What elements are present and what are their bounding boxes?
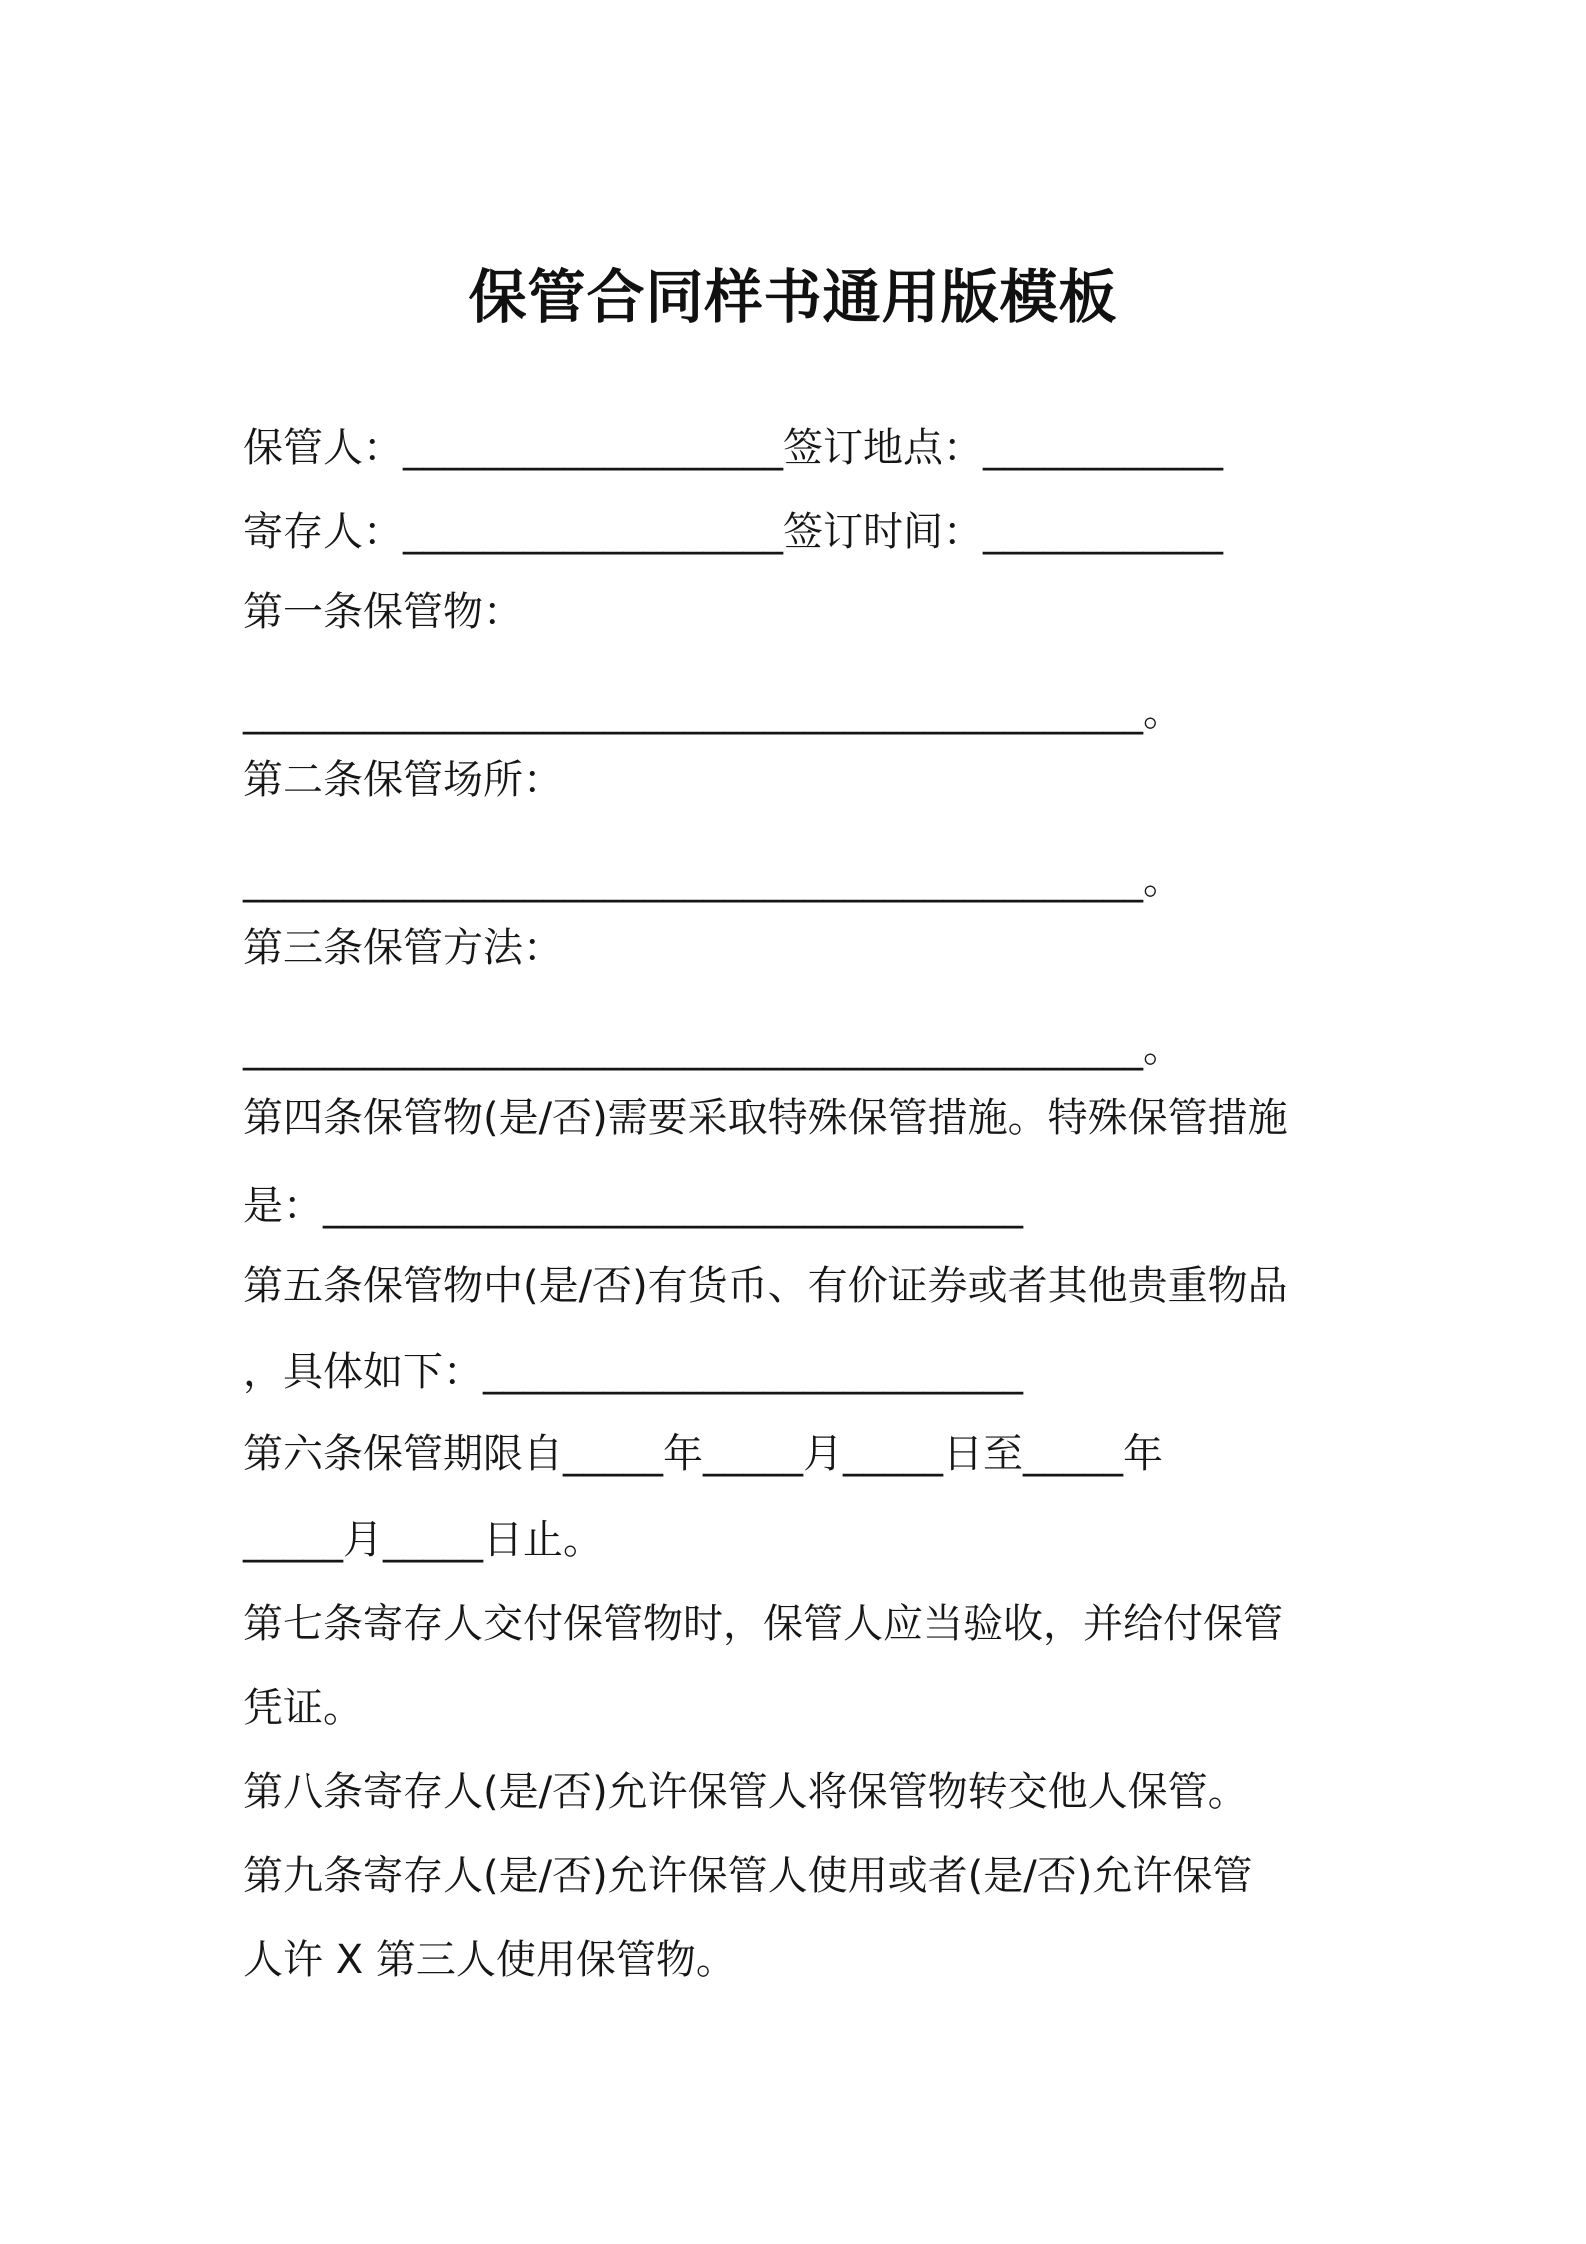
article-9-line-2: 人许 X 第三人使用保管物。 xyxy=(243,1937,736,1983)
article-4-line-1: 第四条保管物(是/否)需要采取特殊保管措施。特殊保管措施 xyxy=(243,1095,1288,1141)
article-5-line-2: ，具体如下：___________________________ xyxy=(243,1349,1023,1395)
depositary-and-signing-place-line: 保管人：___________________签订地点：____________ xyxy=(243,425,1223,471)
article-4-line-2: 是：___________________________________ xyxy=(243,1183,1023,1229)
document-title: 保管合同样书通用版模板 xyxy=(468,263,1118,331)
article-3-blank: _____________________________________________。 xyxy=(243,1025,1183,1071)
article-6-line-2: _____月_____日止。 xyxy=(243,1517,603,1563)
article-1-blank: _____________________________________________。 xyxy=(243,689,1183,735)
article-7-line-2: 凭证。 xyxy=(243,1685,363,1731)
article-2-heading: 第二条保管场所： xyxy=(243,757,563,803)
depositor-and-signing-time-line: 寄存人：___________________签订时间：____________ xyxy=(243,509,1223,555)
article-1-heading: 第一条保管物： xyxy=(243,589,523,635)
article-8-line: 第八条寄存人(是/否)允许保管人将保管物转交他人保管。 xyxy=(243,1769,1248,1815)
article-5-line-1: 第五条保管物中(是/否)有货币、有价证券或者其他贵重物品 xyxy=(243,1263,1288,1309)
article-3-heading: 第三条保管方法： xyxy=(243,925,563,971)
article-6-line-1: 第六条保管期限自_____年_____月_____日至_____年 xyxy=(243,1431,1163,1477)
article-9-line-1: 第九条寄存人(是/否)允许保管人使用或者(是/否)允许保管 xyxy=(243,1853,1253,1899)
article-7-line-1: 第七条寄存人交付保管物时，保管人应当验收，并给付保管 xyxy=(243,1601,1283,1647)
article-2-blank: _____________________________________________。 xyxy=(243,857,1183,903)
